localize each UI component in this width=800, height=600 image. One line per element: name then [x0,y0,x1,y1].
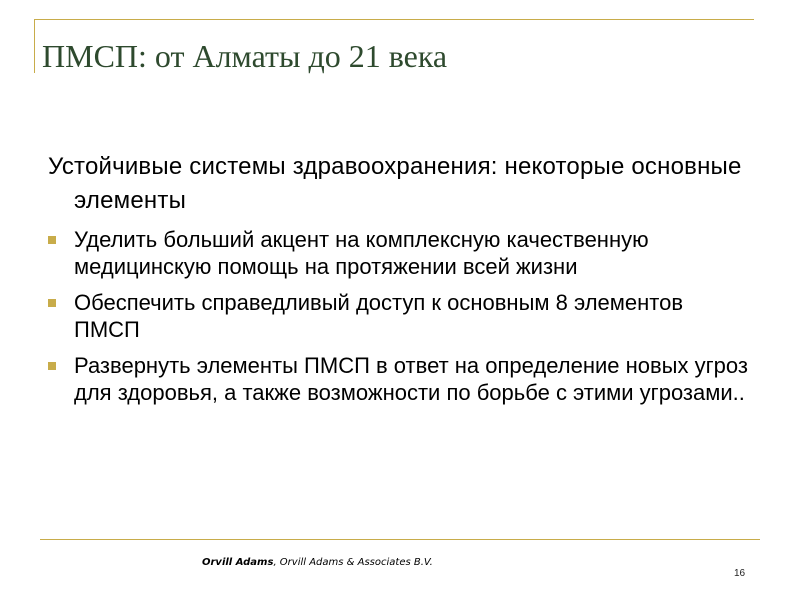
page-number: 16 [734,568,746,579]
bullet-item [48,352,748,406]
bullet-list [48,226,748,406]
author-affiliation: , Orvill Adams & Associates B.V. [273,557,433,568]
frame-top-rule [34,19,754,20]
intro-text: Устойчивые системы здравоохранения: некоторые основные элементы [48,153,742,214]
bullet-text: Развернуть элементы ПМСП в ответ на определение новых угроз для здоровья, а также возможности по борьбе с этими угрозами.. [74,353,748,405]
bullet-text: Обеспечить справедливый доступ к основным 8 элементов ПМСП [74,290,684,342]
square-bullet-icon [48,236,56,244]
slide-title: ПМСП: от Алматы до 21 века [42,38,448,74]
square-bullet-icon [48,362,56,370]
square-bullet-icon [48,299,56,307]
bullet-item [48,289,748,343]
footer-author [202,557,433,568]
bullet-item [48,226,748,280]
slide-body [48,150,748,415]
footer-rule [40,539,760,540]
author-name: Orvill Adams [202,557,274,568]
frame-left-rule [34,19,35,73]
bullet-text: Уделить больший акцент на комплексную качественную медицинскую помощь на протяжении всей жизни [74,227,649,279]
